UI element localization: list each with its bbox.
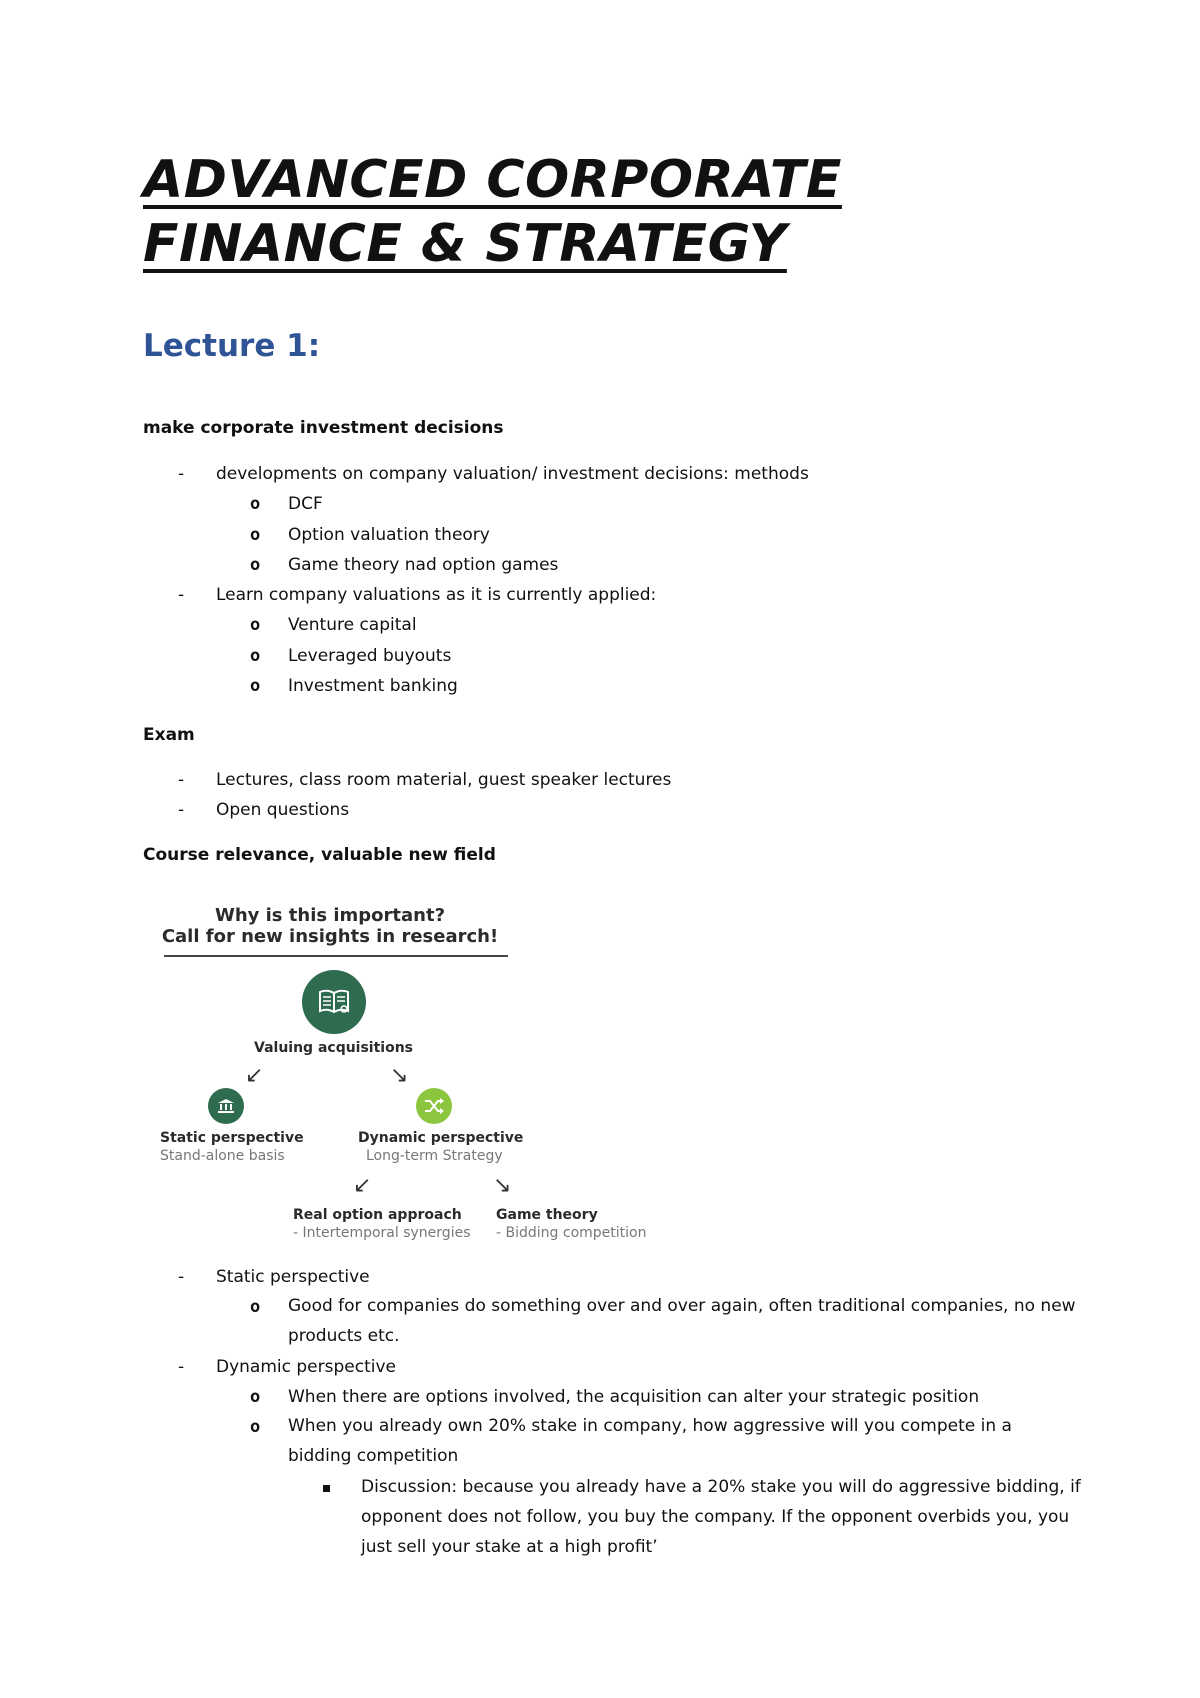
title-line-2: FINANCE & STRATEGY	[143, 214, 787, 274]
dash-marker: -	[178, 800, 185, 820]
circle-marker: o	[250, 525, 261, 545]
document-title	[143, 148, 842, 276]
arrow-down-right-icon: ↘	[493, 1173, 512, 1198]
diagram-divider	[164, 955, 508, 957]
diagram-title-line-2: Call for new insights in research!	[161, 926, 499, 947]
circle-marker: o	[250, 494, 261, 514]
circle-marker: o	[250, 646, 261, 666]
circle-marker: o	[250, 1297, 261, 1317]
arrow-down-left-icon: ↙	[245, 1063, 264, 1088]
sub-list-item-text: When you already own 20% stake in company, how aggressive will you compete in a bidding competition	[288, 1416, 1012, 1466]
sub-list-item-text: Leveraged buyouts	[288, 646, 452, 666]
static-perspective-sub: Stand-alone basis	[160, 1148, 285, 1164]
sub-sub-list-item-text: Discussion: because you already have a 20% stake you will do aggressive bidding, if opponent does not follow, you buy the company. If the opponent overbids you, you just sell your stake at a high profit’	[361, 1477, 1081, 1557]
circle-marker: o	[250, 1417, 261, 1437]
arrow-down-right-icon: ↘	[390, 1063, 409, 1088]
shuffle-icon	[416, 1088, 452, 1124]
game-theory-label: Game theory	[496, 1207, 598, 1223]
bank-icon	[208, 1088, 244, 1124]
dash-marker: -	[178, 585, 185, 605]
diagram-title-line-1: Why is this important?	[214, 905, 446, 926]
sub-list-item-text: When there are options involved, the acquisition can alter your strategic position	[288, 1387, 980, 1407]
static-perspective-label: Static perspective	[160, 1130, 304, 1146]
arrow-down-left-icon: ↙	[353, 1173, 372, 1198]
circle-marker: o	[250, 676, 261, 696]
dash-marker: -	[178, 1357, 185, 1377]
diagram-root-label: Valuing acquisitions	[254, 1040, 414, 1056]
book-icon	[302, 970, 366, 1034]
dynamic-perspective-sub: Long-term Strategy	[366, 1148, 503, 1164]
list-item-text: Static perspective	[216, 1267, 370, 1287]
lecture-heading: Lecture 1:	[143, 328, 321, 364]
section-heading-investment: make corporate investment decisions	[143, 418, 504, 438]
sub-list-item-text: Investment banking	[288, 676, 458, 696]
list-item-text: Learn company valuations as it is currently applied:	[216, 585, 657, 605]
title-line-1: ADVANCED CORPORATE	[143, 150, 842, 210]
square-bullet-icon	[323, 1485, 330, 1492]
list-item-text: Lectures, class room material, guest speaker lectures	[216, 770, 672, 790]
real-option-label: Real option approach	[293, 1207, 462, 1223]
sub-list-item-text: DCF	[288, 494, 323, 514]
list-item-text: Open questions	[216, 800, 350, 820]
valuation-diagram	[150, 895, 670, 1245]
circle-marker: o	[250, 555, 261, 575]
list-item-text: Dynamic perspective	[216, 1357, 396, 1377]
circle-marker: o	[250, 615, 261, 635]
dash-marker: -	[178, 1267, 185, 1287]
sub-list-item-text: Venture capital	[288, 615, 417, 635]
game-theory-sub: - Bidding competition	[496, 1225, 647, 1241]
sub-list-item-text: Game theory nad option games	[288, 555, 559, 575]
section-heading-relevance: Course relevance, valuable new field	[143, 845, 496, 865]
sub-list-item-text: Option valuation theory	[288, 525, 490, 545]
list-item-text: developments on company valuation/ investment decisions: methods	[216, 464, 809, 484]
circle-marker: o	[250, 1387, 261, 1407]
sub-list-item-text: Good for companies do something over and over again, often traditional companies, no new products etc.	[288, 1296, 1076, 1346]
section-heading-exam: Exam	[143, 725, 195, 745]
dynamic-perspective-label: Dynamic perspective	[358, 1130, 524, 1146]
dash-marker: -	[178, 464, 185, 484]
real-option-sub: - Intertemporal synergies	[293, 1225, 471, 1241]
dash-marker: -	[178, 770, 185, 790]
